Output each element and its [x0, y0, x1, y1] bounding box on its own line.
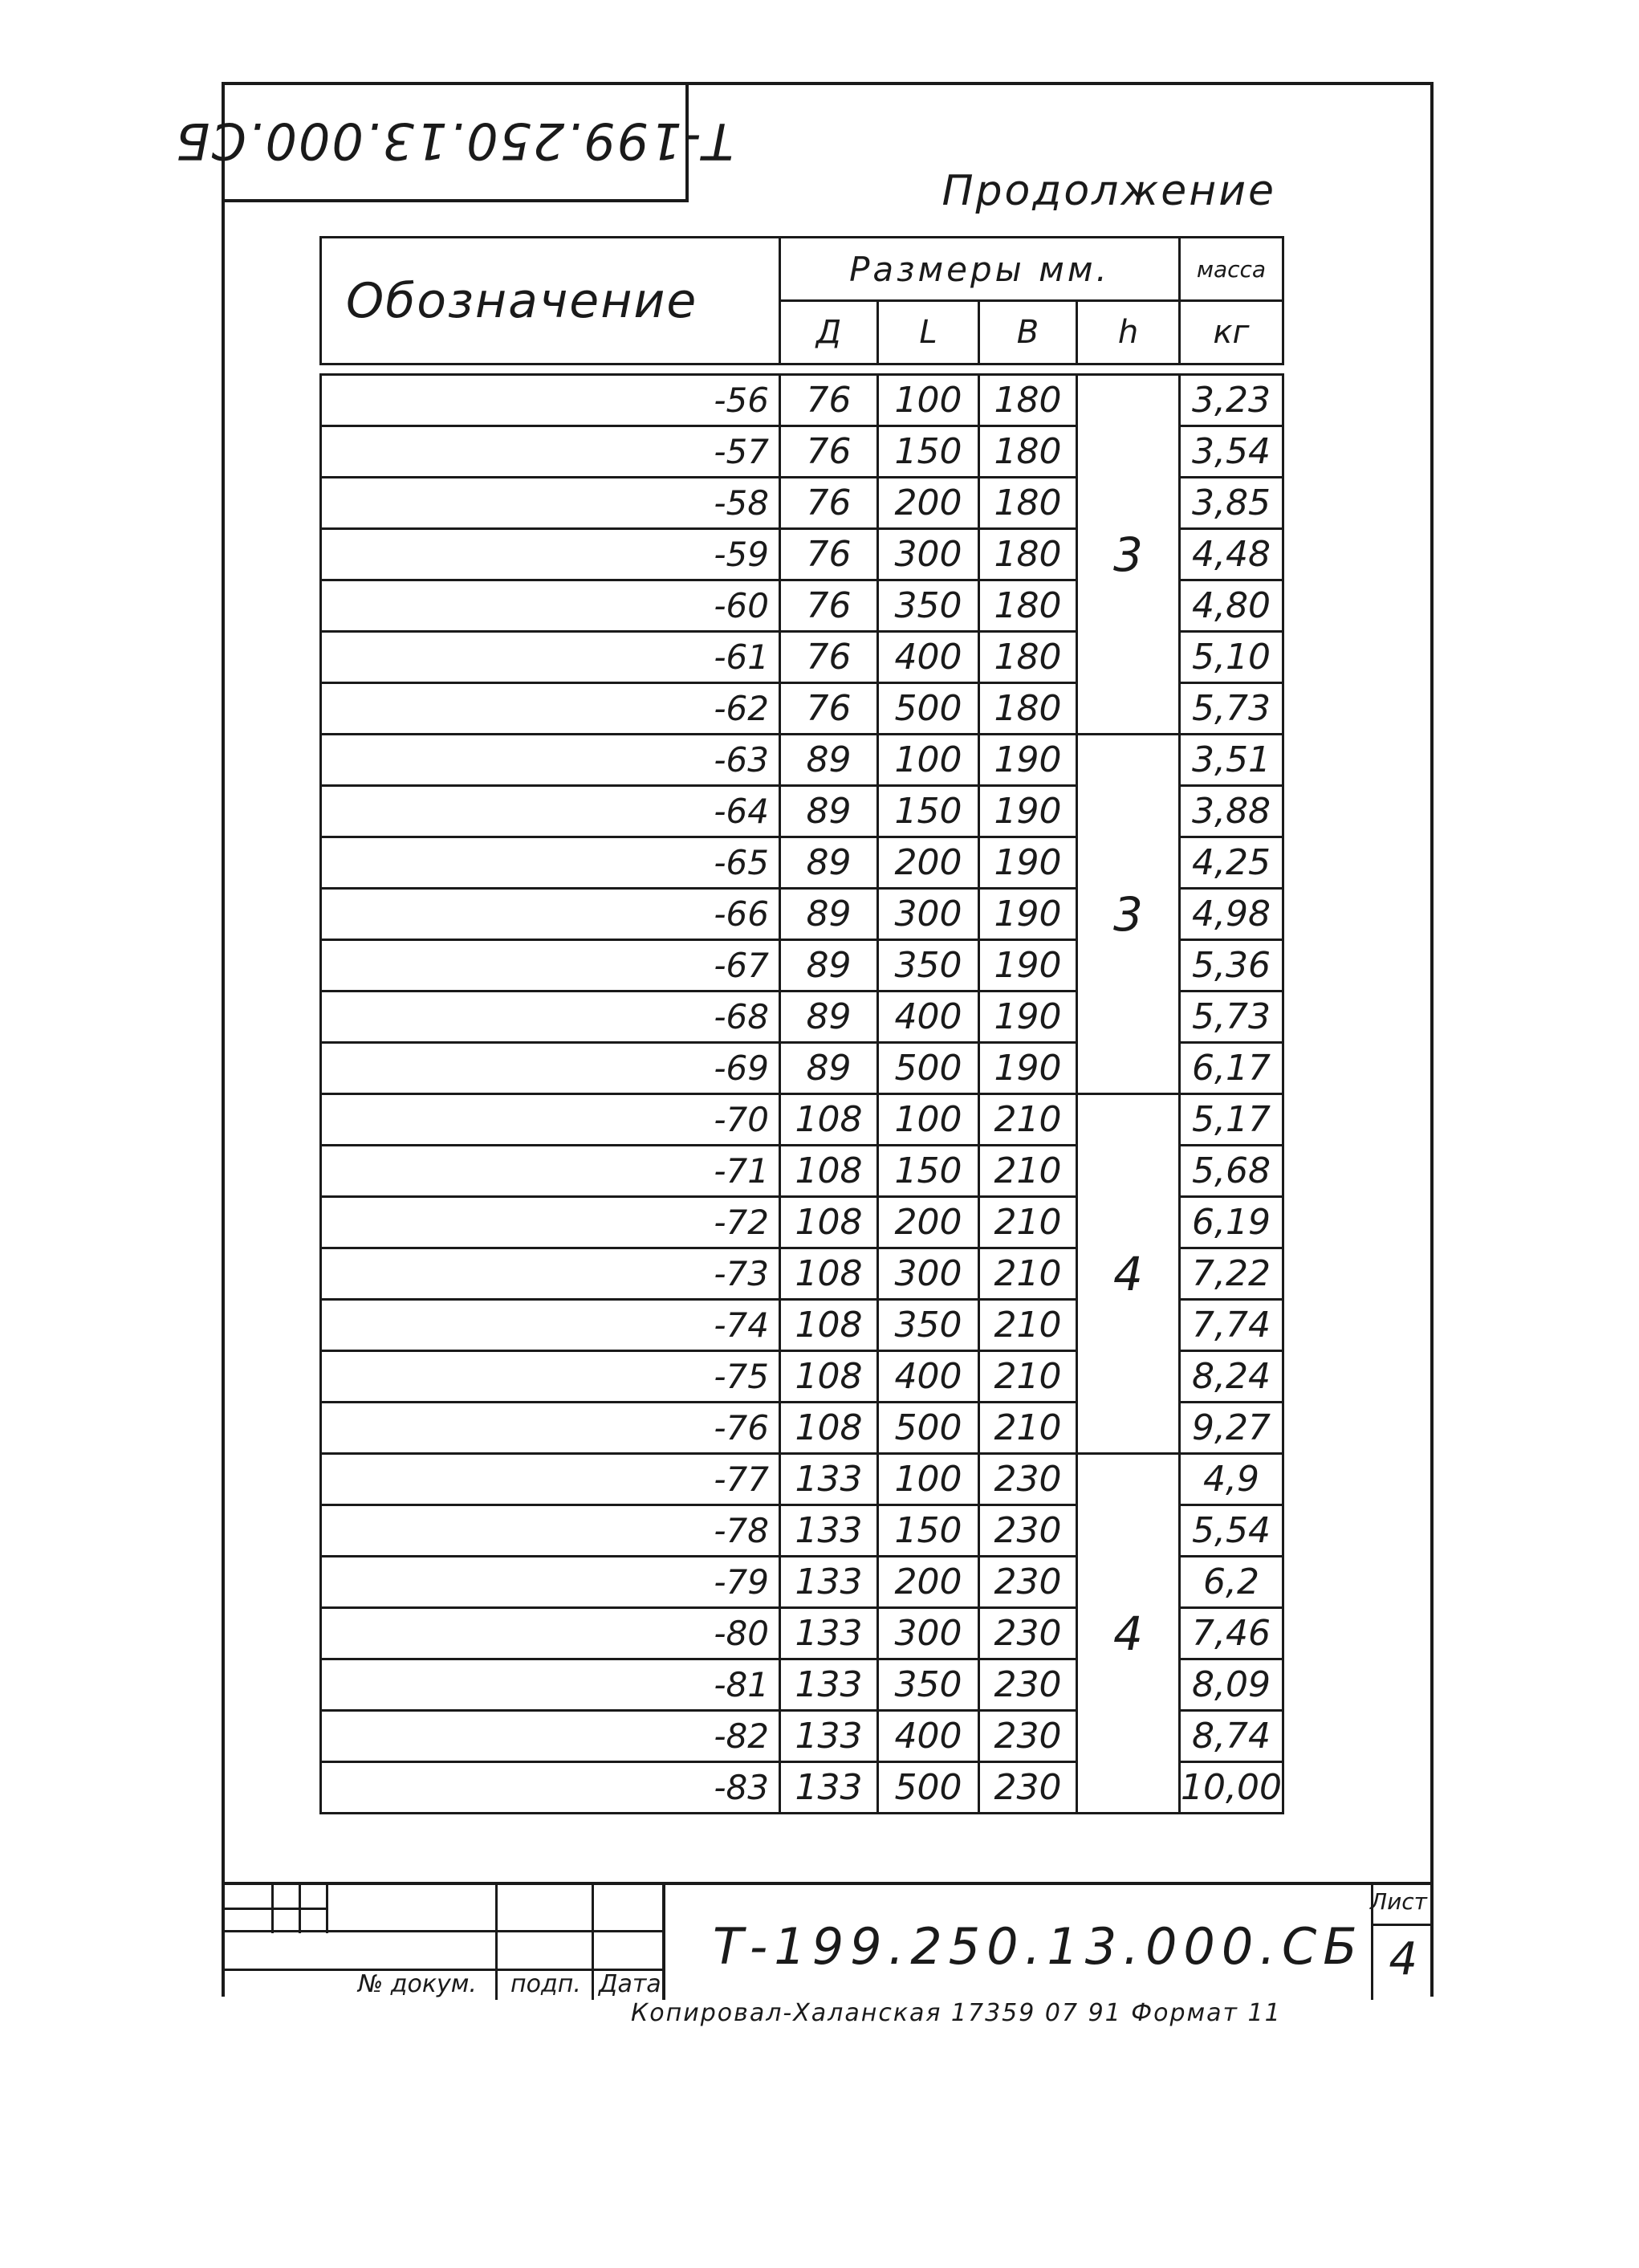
- designation-cell: -64: [321, 786, 780, 837]
- designation-cell: -76: [321, 1403, 780, 1454]
- mass-cell: 5,73: [1180, 991, 1283, 1043]
- designation-cell: -56: [321, 375, 780, 426]
- width-cell: 230: [979, 1608, 1077, 1659]
- width-cell: 230: [979, 1505, 1077, 1557]
- header-col-b: В: [979, 301, 1077, 364]
- designation-cell: -77: [321, 1454, 780, 1505]
- height-cell: 3: [1077, 735, 1180, 1094]
- specification-table: [319, 236, 1284, 1814]
- length-cell: 150: [878, 1505, 979, 1557]
- length-cell: 500: [878, 1403, 979, 1454]
- mass-cell: 6,2: [1180, 1557, 1283, 1608]
- designation-cell: -74: [321, 1300, 780, 1351]
- diameter-cell: 76: [780, 580, 878, 632]
- diameter-cell: 89: [780, 735, 878, 786]
- title-block-rule: [222, 1930, 665, 1932]
- mass-cell: 3,85: [1180, 478, 1283, 529]
- sheet-label: Лист: [1370, 1888, 1427, 1915]
- width-cell: 210: [979, 1351, 1077, 1403]
- mass-cell: 8,74: [1180, 1711, 1283, 1762]
- width-cell: 180: [979, 632, 1077, 683]
- length-cell: 300: [878, 529, 979, 580]
- length-cell: 100: [878, 1454, 979, 1505]
- width-cell: 190: [979, 735, 1077, 786]
- designation-cell: -65: [321, 837, 780, 889]
- mass-cell: 5,10: [1180, 632, 1283, 683]
- length-cell: 400: [878, 991, 979, 1043]
- title-block-divider: [662, 1885, 665, 2000]
- width-cell: 190: [979, 786, 1077, 837]
- length-cell: 200: [878, 478, 979, 529]
- designation-cell: -68: [321, 991, 780, 1043]
- title-block-divider: [271, 1885, 274, 1933]
- width-cell: 210: [979, 1403, 1077, 1454]
- designation-cell: -66: [321, 889, 780, 940]
- designation-cell: -63: [321, 735, 780, 786]
- table-row: [321, 375, 1283, 426]
- corner-stamp: [173, 82, 734, 202]
- diameter-cell: 76: [780, 375, 878, 426]
- footer-copy-line: Копировал-Халанская 17359 07 91 Формат 11: [631, 1999, 1282, 2027]
- designation-cell: -78: [321, 1505, 780, 1557]
- length-cell: 300: [878, 1248, 979, 1300]
- designation-cell: -61: [321, 632, 780, 683]
- mass-cell: 5,54: [1180, 1505, 1283, 1557]
- mass-cell: 5,17: [1180, 1094, 1283, 1146]
- width-cell: 230: [979, 1454, 1077, 1505]
- length-cell: 400: [878, 1351, 979, 1403]
- width-cell: 230: [979, 1659, 1077, 1711]
- diameter-cell: 133: [780, 1557, 878, 1608]
- mass-cell: 4,98: [1180, 889, 1283, 940]
- width-cell: 210: [979, 1300, 1077, 1351]
- width-cell: 190: [979, 1043, 1077, 1094]
- mass-cell: 7,74: [1180, 1300, 1283, 1351]
- length-cell: 350: [878, 1300, 979, 1351]
- header-designation: Обозначение: [321, 238, 780, 364]
- length-cell: 350: [878, 940, 979, 991]
- length-cell: 500: [878, 1043, 979, 1094]
- mass-cell: 6,17: [1180, 1043, 1283, 1094]
- length-cell: 300: [878, 1608, 979, 1659]
- length-cell: 350: [878, 580, 979, 632]
- mass-cell: 9,27: [1180, 1403, 1283, 1454]
- designation-cell: -75: [321, 1351, 780, 1403]
- width-cell: 180: [979, 375, 1077, 426]
- diameter-cell: 133: [780, 1454, 878, 1505]
- height-cell: 3: [1077, 375, 1180, 735]
- table-row: [321, 735, 1283, 786]
- mass-cell: 3,54: [1180, 426, 1283, 478]
- diameter-cell: 76: [780, 529, 878, 580]
- designation-cell: -60: [321, 580, 780, 632]
- diameter-cell: 133: [780, 1608, 878, 1659]
- designation-cell: -80: [321, 1608, 780, 1659]
- length-cell: 200: [878, 1557, 979, 1608]
- mass-cell: 7,46: [1180, 1608, 1283, 1659]
- width-cell: 210: [979, 1094, 1077, 1146]
- diameter-cell: 108: [780, 1248, 878, 1300]
- diameter-cell: 76: [780, 426, 878, 478]
- diameter-cell: 133: [780, 1711, 878, 1762]
- diameter-cell: 133: [780, 1505, 878, 1557]
- width-cell: 230: [979, 1711, 1077, 1762]
- mass-cell: 5,68: [1180, 1146, 1283, 1197]
- length-cell: 500: [878, 683, 979, 735]
- col-label-date: Дата: [599, 1970, 661, 1998]
- title-block-divider: [592, 1885, 594, 2000]
- specification-body: [321, 375, 1283, 1814]
- table-row: [321, 1094, 1283, 1146]
- diameter-cell: 89: [780, 940, 878, 991]
- diameter-cell: 89: [780, 991, 878, 1043]
- width-cell: 180: [979, 580, 1077, 632]
- header-col-h: h: [1077, 301, 1180, 364]
- diameter-cell: 108: [780, 1351, 878, 1403]
- title-block: [222, 1882, 1434, 1997]
- mass-cell: 4,80: [1180, 580, 1283, 632]
- corner-stamp-code: Т-199.250.13.000.СБ: [173, 111, 734, 170]
- designation-cell: -81: [321, 1659, 780, 1711]
- width-cell: 180: [979, 683, 1077, 735]
- length-cell: 400: [878, 632, 979, 683]
- header-separator: [321, 364, 1283, 375]
- designation-cell: -72: [321, 1197, 780, 1248]
- mass-cell: 10,00: [1180, 1762, 1283, 1814]
- title-block-rule: [222, 1908, 326, 1910]
- mass-cell: 3,88: [1180, 786, 1283, 837]
- diameter-cell: 108: [780, 1403, 878, 1454]
- diameter-cell: 76: [780, 632, 878, 683]
- mass-cell: 3,51: [1180, 735, 1283, 786]
- width-cell: 230: [979, 1762, 1077, 1814]
- width-cell: 180: [979, 426, 1077, 478]
- length-cell: 350: [878, 1659, 979, 1711]
- length-cell: 150: [878, 426, 979, 478]
- length-cell: 400: [878, 1711, 979, 1762]
- mass-cell: 4,9: [1180, 1454, 1283, 1505]
- mass-cell: 5,73: [1180, 683, 1283, 735]
- mass-cell: 8,24: [1180, 1351, 1283, 1403]
- diameter-cell: 108: [780, 1300, 878, 1351]
- table-row: [321, 1454, 1283, 1505]
- mass-cell: 4,48: [1180, 529, 1283, 580]
- mass-cell: 6,19: [1180, 1197, 1283, 1248]
- length-cell: 100: [878, 1094, 979, 1146]
- designation-cell: -82: [321, 1711, 780, 1762]
- width-cell: 190: [979, 940, 1077, 991]
- diameter-cell: 89: [780, 837, 878, 889]
- designation-cell: -79: [321, 1557, 780, 1608]
- mass-cell: 4,25: [1180, 837, 1283, 889]
- header-col-l: L: [878, 301, 979, 364]
- designation-cell: -71: [321, 1146, 780, 1197]
- diameter-cell: 108: [780, 1094, 878, 1146]
- title-block-divider: [495, 1885, 498, 2000]
- diameter-cell: 89: [780, 786, 878, 837]
- length-cell: 150: [878, 786, 979, 837]
- length-cell: 300: [878, 889, 979, 940]
- designation-cell: -69: [321, 1043, 780, 1094]
- designation-cell: -67: [321, 940, 780, 991]
- height-cell: 4: [1077, 1454, 1180, 1814]
- width-cell: 190: [979, 837, 1077, 889]
- header-col-d: Д: [780, 301, 878, 364]
- title-block-rule: [1371, 1924, 1434, 1926]
- diameter-cell: 89: [780, 889, 878, 940]
- width-cell: 180: [979, 478, 1077, 529]
- length-cell: 100: [878, 735, 979, 786]
- width-cell: 190: [979, 889, 1077, 940]
- mass-cell: 8,09: [1180, 1659, 1283, 1711]
- continuation-label: Продолжение: [942, 167, 1276, 215]
- designation-cell: -70: [321, 1094, 780, 1146]
- title-block-document-code: Т-199.250.13.000.СБ: [713, 1917, 1364, 1976]
- width-cell: 230: [979, 1557, 1077, 1608]
- height-cell: 4: [1077, 1094, 1180, 1454]
- mass-cell: 5,36: [1180, 940, 1283, 991]
- mass-cell: 7,22: [1180, 1248, 1283, 1300]
- mass-cell: 3,23: [1180, 375, 1283, 426]
- width-cell: 210: [979, 1248, 1077, 1300]
- diameter-cell: 133: [780, 1762, 878, 1814]
- header-mass: масса: [1180, 238, 1283, 301]
- diameter-cell: 108: [780, 1197, 878, 1248]
- width-cell: 210: [979, 1197, 1077, 1248]
- length-cell: 150: [878, 1146, 979, 1197]
- width-cell: 180: [979, 529, 1077, 580]
- diameter-cell: 89: [780, 1043, 878, 1094]
- width-cell: 190: [979, 991, 1077, 1043]
- length-cell: 200: [878, 837, 979, 889]
- designation-cell: -83: [321, 1762, 780, 1814]
- diameter-cell: 76: [780, 683, 878, 735]
- diameter-cell: 133: [780, 1659, 878, 1711]
- title-block-divider: [326, 1885, 328, 1933]
- col-label-sign: подп.: [510, 1970, 581, 1998]
- designation-cell: -73: [321, 1248, 780, 1300]
- sheet-number: 4: [1389, 1933, 1417, 1985]
- col-label-doc: № докум.: [358, 1970, 477, 1998]
- designation-cell: -59: [321, 529, 780, 580]
- diameter-cell: 108: [780, 1146, 878, 1197]
- length-cell: 200: [878, 1197, 979, 1248]
- width-cell: 210: [979, 1146, 1077, 1197]
- designation-cell: -58: [321, 478, 780, 529]
- title-block-divider: [299, 1885, 301, 1933]
- designation-cell: -57: [321, 426, 780, 478]
- length-cell: 500: [878, 1762, 979, 1814]
- diameter-cell: 76: [780, 478, 878, 529]
- header-dimensions: Размеры мм.: [780, 238, 1180, 301]
- length-cell: 100: [878, 375, 979, 426]
- designation-cell: -62: [321, 683, 780, 735]
- header-mass-unit: кг: [1180, 301, 1283, 364]
